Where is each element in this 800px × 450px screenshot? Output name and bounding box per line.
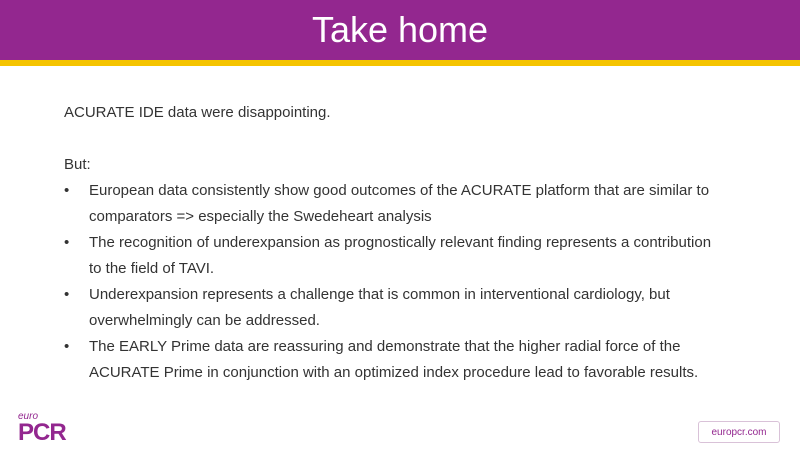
bullet-item-early-prime (64, 334, 780, 386)
bullet-item-underexpansion-recognition (64, 230, 780, 282)
but-label: But: (64, 156, 91, 173)
bullet-line: The recognition of underexpansion as prognostically relevant finding represents a contribution (89, 234, 712, 251)
europcr-logo (18, 412, 78, 448)
bullet-line: overwhelmingly can be addressed. (89, 312, 320, 329)
bullet-icon: • (64, 182, 70, 199)
slide-body (64, 100, 780, 386)
bullet-line: The EARLY Prime data are reassuring and demonstrate that the higher radial force of the (89, 338, 681, 355)
bullet-line: ACURATE Prime in conjunction with an optimized index procedure lead to favorable results. (89, 364, 699, 381)
slide-title: Take home (311, 9, 489, 50)
header-accent-stripe (0, 60, 800, 66)
spacer (64, 126, 780, 152)
bullet-line: Underexpansion represents a challenge that is common in interventional cardiology, but (89, 286, 670, 303)
bullet-line: to the field of TAVI. (89, 260, 215, 277)
bullet-icon: • (64, 234, 70, 251)
bullet-item-european-data (64, 178, 780, 230)
bullet-item-underexpansion-challenge (64, 282, 780, 334)
logo-euro-text: euro (18, 411, 39, 422)
slide-header (0, 0, 800, 60)
bullet-icon: • (64, 286, 70, 303)
bullet-line: comparators => especially the Swedeheart analysis (89, 208, 432, 225)
bullet-line: European data consistently show good outcomes of the ACURATE platform that are similar to (89, 182, 710, 199)
bullet-list (64, 178, 780, 386)
intro-text: ACURATE IDE data were disappointing. (64, 104, 331, 121)
footer-url[interactable]: europcr.com (698, 421, 780, 443)
logo-pcr-text: PCR (18, 419, 66, 446)
bullet-icon: • (64, 338, 70, 355)
